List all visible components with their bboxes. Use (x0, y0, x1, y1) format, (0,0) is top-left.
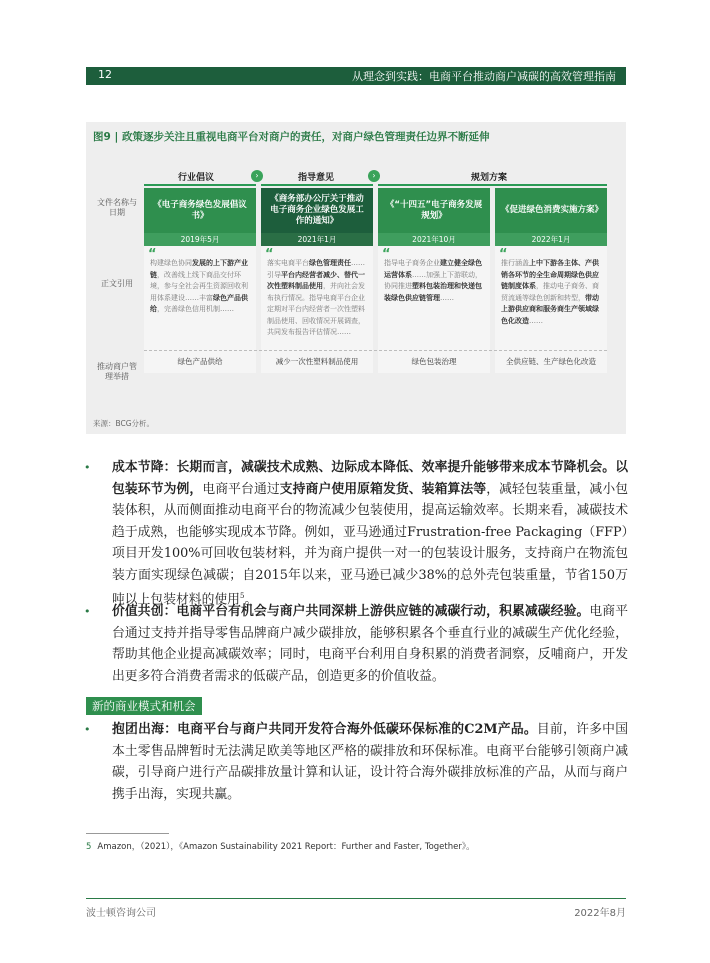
document-date: 2022年1月 (495, 233, 607, 246)
quote-mark-icon: “ (382, 247, 391, 262)
policy-card (495, 188, 607, 373)
section-label: 新的商业模式和机会 (86, 697, 202, 715)
document-name: 《促进绿色消费实施方案》 (495, 188, 607, 233)
bullet-dot-icon: • (84, 605, 91, 618)
group-underline (378, 184, 607, 186)
figure-source: 来源：BCG分析。 (93, 419, 155, 428)
footer-publisher: 波士顿咨询公司 (86, 908, 156, 919)
quote-text: 落实电商平台绿色管理责任……引导平台内经营者减少、替代一次性塑料制品使用，并向社会发布执行情况。指导电商平台企业定期对平台内经营者一次性塑料制品使用、回收情况开展调查，共同发布报告评估情况…… (267, 259, 365, 336)
quote-text: 推行涵盖上中下游各主体、产供销各环节的全生命周期绿色供应链制度体系，推动电子商务、商贸流通等绿色创新和转型，带动上游供应商和服务商生产领域绿色化改造…… (501, 259, 599, 325)
chevron-right-icon: › (251, 170, 263, 182)
bullet-paragraph: 价值共创：电商平台有机会与商户共同深耕上游供应链的减碳行动，积累减碳经验。电商平台通过支持并指导零售品牌商户减少碳排放，能够积累各个垂直行业的减碳生产优化经验，帮助其他企业提高减碳效率；同时，电商平台利用自身积累的消费者洞察，反哺商户，开发出更多符合消费者需求的低碳产品，创造更多的价值收益。 (112, 604, 629, 684)
footer-date: 2022年8月 (574, 908, 626, 919)
action-text: 绿色产品供给 (177, 357, 223, 366)
row-label-quote: 正文引用 (101, 279, 133, 288)
quote-mark-icon: “ (148, 247, 157, 262)
bullet-dot-icon: • (84, 723, 91, 736)
quote-mark-icon: “ (265, 247, 274, 262)
quote-mark-icon: “ (499, 247, 508, 262)
bullet-paragraph: 成本节降：长期而言，减碳技术成熟、边际成本降低、效率提升能够带来成本节降机会。以包装环节为例，电商平台通过支持商户使用原箱发货、装箱算法等，减轻包装重量，减小包装体积，从而侧面推动电商平台的物流减少包装使用，提高运输效率。长期来看，减碳技术趋于成熟，也能够实现成本节降。例如，亚马逊通过Frustration-free Packaging（FFP）项目开发100%可回收包装材料，并为商户提供一对一的包装设计服务，支持商户在物流包装方面实现绿色减碳；自2015年以来，亚马逊已减少38%的总外壳包装重量，节省150万吨以上包装材料的使用$^5$。 (112, 460, 629, 608)
document-date: 2021年1月 (261, 233, 373, 246)
action-text: 减少一次性塑料制品使用 (275, 357, 359, 366)
figure-title: 图9 | 政策逐步关注且重视电商平台对商户的责任，对商户绿色管理责任边界不断延伸 (93, 131, 490, 143)
footnote: 5 Amazon，（2021），《Amazon Sustainability 2021 Report：Further and Faster, Together》。 (86, 842, 475, 852)
group-label-industry: 行业倡议 (178, 173, 215, 183)
group-label-guidance: 指导意见 (298, 173, 335, 183)
group-underline (144, 184, 256, 186)
row-label-action: 推动商户管理举措 (97, 362, 137, 381)
policy-card (378, 188, 490, 373)
document-name: 《电子商务绿色发展倡议书》 (144, 188, 256, 233)
header-bar (86, 67, 626, 85)
bullet-paragraph: 抱团出海：电商平台与商户共同开发符合海外低碳环保标准的C2M产品。目前，许多中国本土零售品牌暂时无法满足欧美等地区严格的碳排放和环保标准。电商平台能够引领商户减碳，引导商户进行产品碳排放量计算和认证，设计符合海外碳排放标准的产品，从而与商户携手出海，实现共赢。 (112, 722, 628, 802)
quote-text: 构建绿色协同发展的上下游产业链，改善线上线下商品交付环境，参与全社会再生资源回收利用体系建设……丰富绿色产品供给，完善绿色信用机制…… (150, 259, 248, 313)
action-text: 全供应链、生产绿色化改造 (506, 357, 596, 366)
quote-text: 指导电子商务企业建立健全绿色运营体系……加强上下游联动，协同推进塑料包装治理和快递包装绿色供应链管理…… (384, 259, 482, 302)
report-title: 从理念到实践：电商平台推动商户减碳的高效管理指南 (352, 70, 616, 83)
group-underline (261, 184, 373, 186)
footer-divider (86, 898, 626, 899)
document-name: 《商务部办公厅关于推动电子商务企业绿色发展工作的通知》 (261, 188, 373, 233)
document-date: 2021年10月 (378, 233, 490, 246)
footnote-divider (86, 833, 169, 834)
row-label-doc: 文件名称与日期 (97, 198, 137, 217)
chevron-right-icon: › (368, 170, 380, 182)
policy-card (144, 188, 256, 373)
document-name: 《“十四五”电子商务发展规划》 (378, 188, 490, 233)
group-label-plan: 规划方案 (471, 173, 508, 183)
bullet-dot-icon: • (84, 461, 91, 474)
figure-9 (86, 122, 626, 434)
action-text: 绿色包装治理 (411, 357, 457, 366)
document-date: 2019年5月 (144, 233, 256, 246)
policy-card (261, 188, 373, 373)
page-number: 12 (98, 68, 112, 81)
divider (144, 350, 607, 351)
